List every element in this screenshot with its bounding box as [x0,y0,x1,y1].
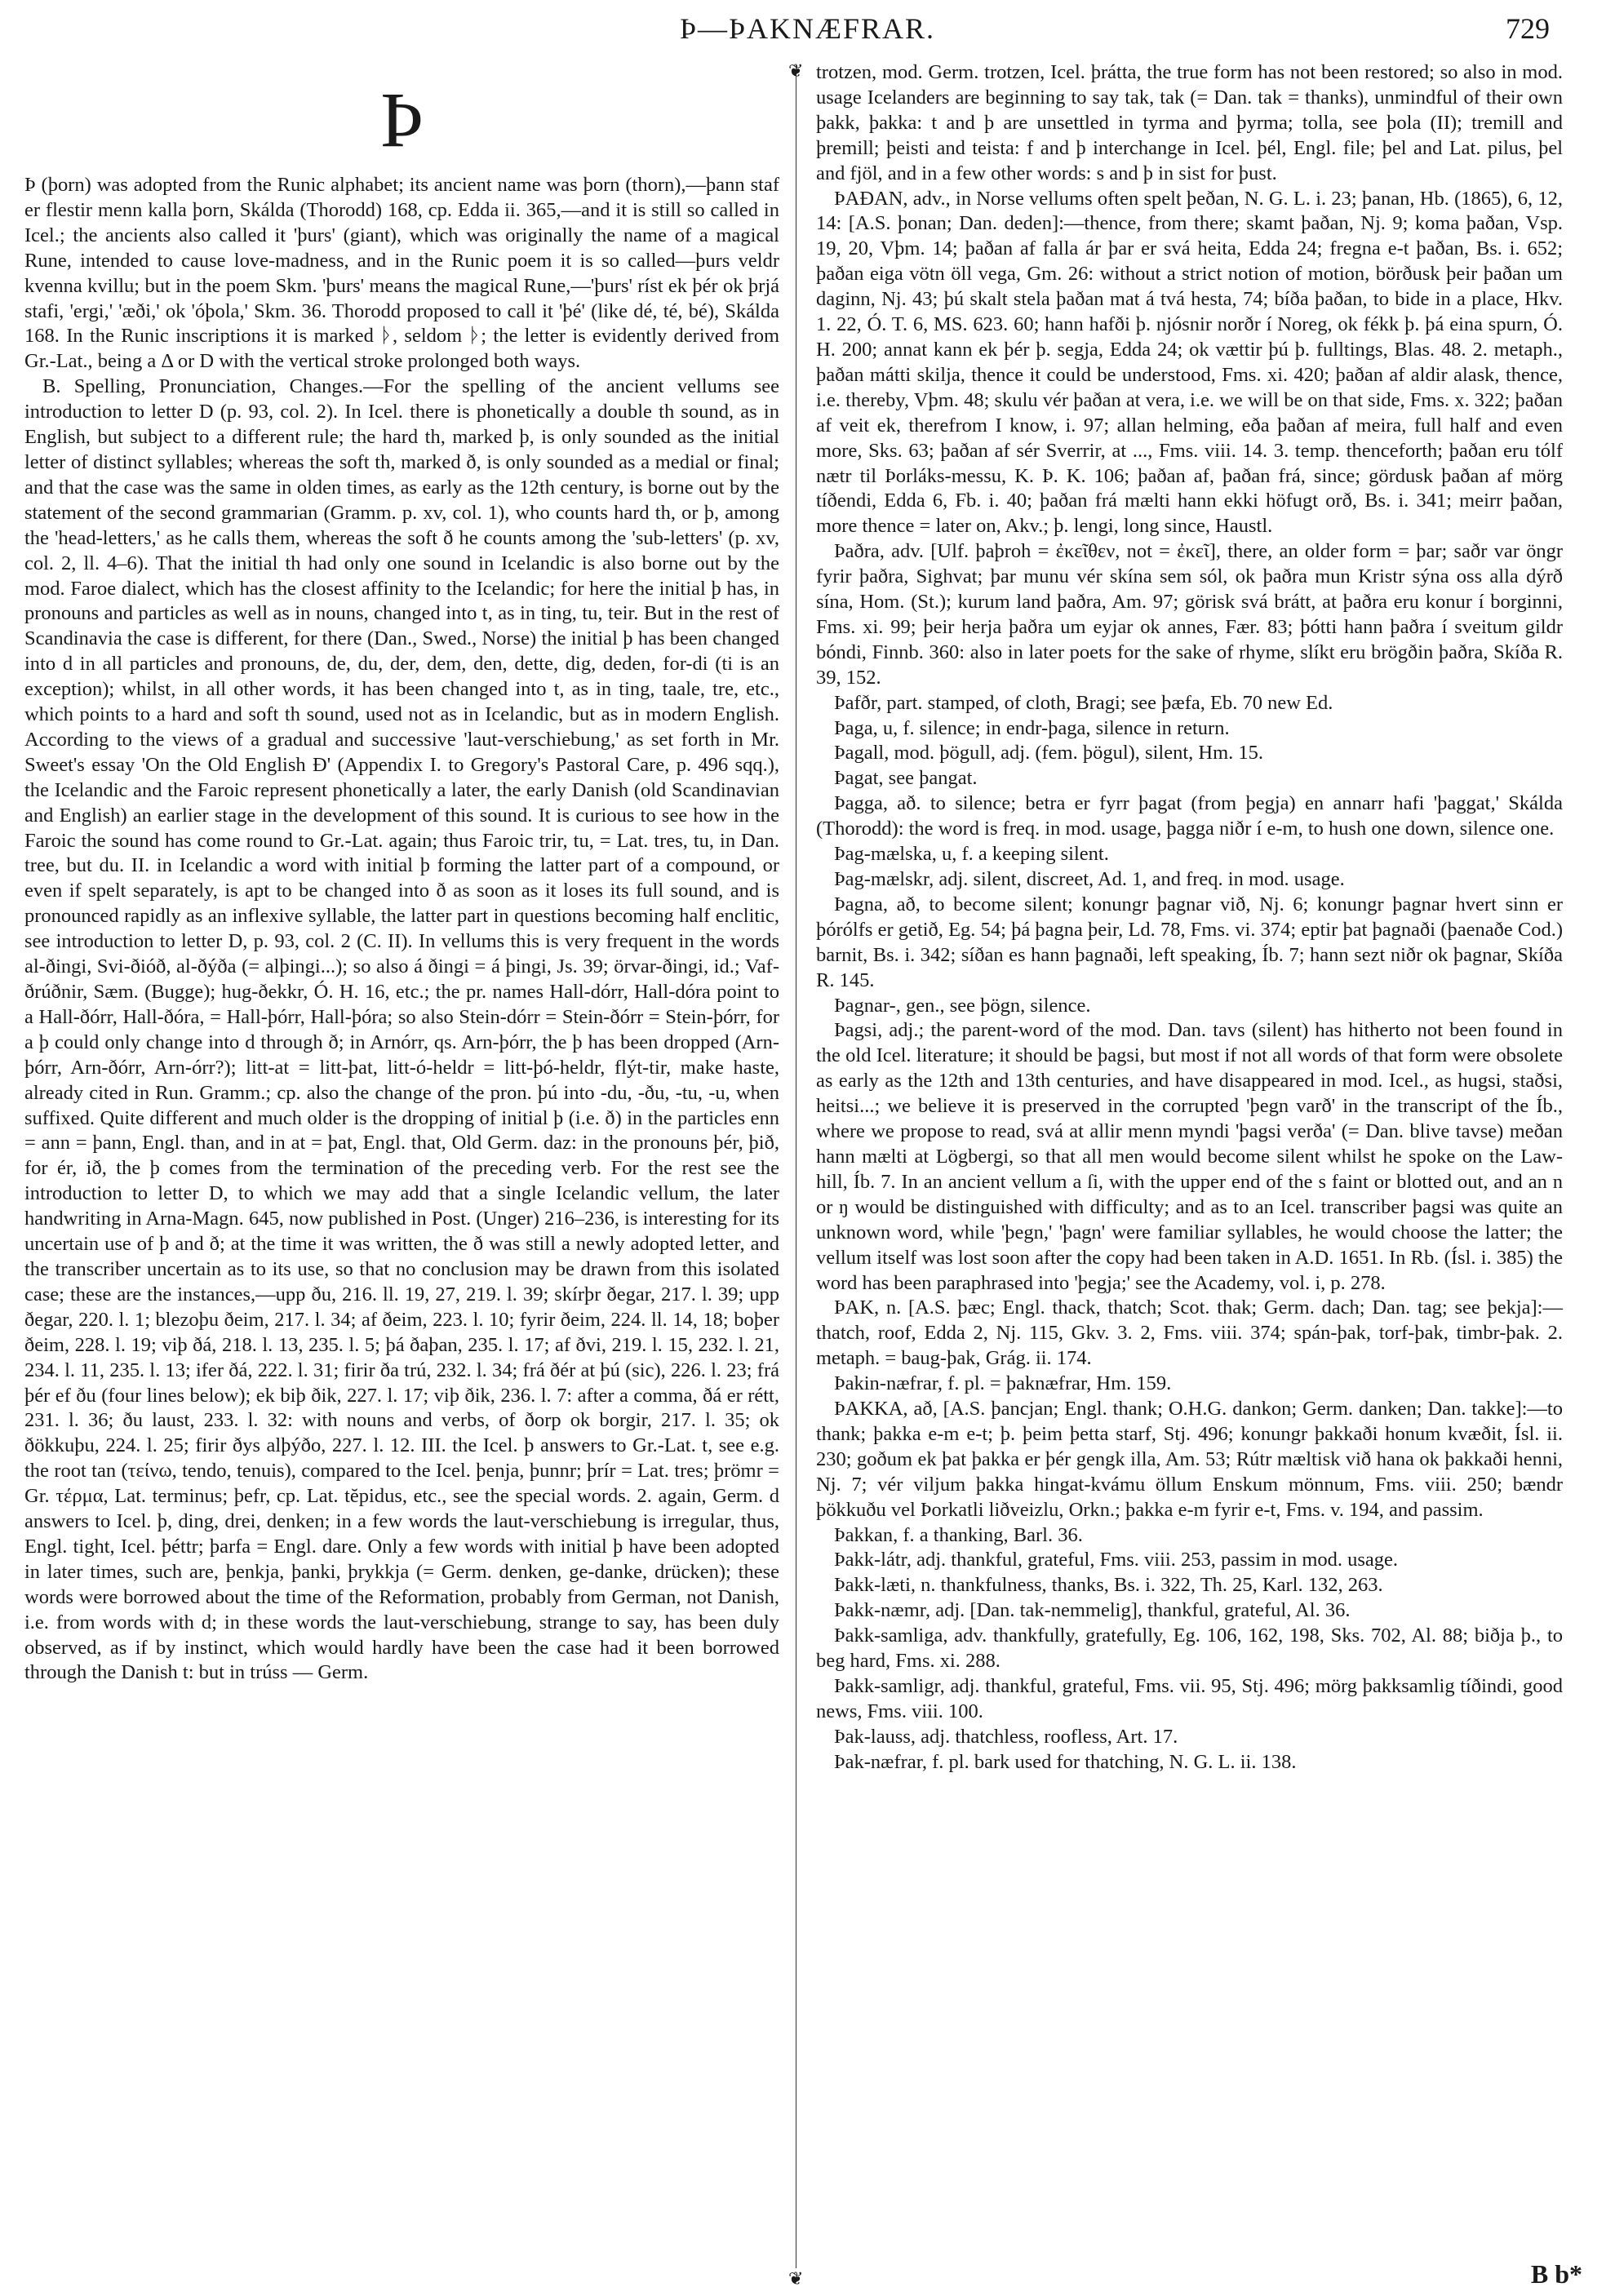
dictionary-entry: Þagga, að. to silence; betra er fyrr þagat (from þegja) en annarr hafi 'þaggat,' Skálda (Thorodd): the word is freq. in mod. usage, þagga niðr í e-m, to hush one down, silence one. [816,792,1563,840]
dictionary-entry: ÞAKKA, að, [A.S. þancjan; Engl. thank; O.H.G. dankon; Germ. danken; Dan. takke]:—to thank; þakka e-m e-t; þ. þeim þetta starf, Stj. 496; konungr þakkaði honum kvæðit, Ísl. ii. 230; goðum ek þat þakka er þér gengk illa, Am. 53; Rútr mæltisk við hana ok þakkaði henni, Nj. 7; vér viljum þakka hingat-kvámu öllum Enskum mönnum, Fms. viii. 250; bændr þökkuðu vel Þorkatli liðveizlu, Orkn.; þakka e-m fyrir e-t, Fms. v. 194, and passim. [816,1398,1563,1521]
right-entries [816,60,1563,1775]
dictionary-entry: Þagall, mod. þögull, adj. (fem. þögul), silent, Hm. 15. [834,742,1264,765]
dictionary-entry: ÞAK, n. [A.S. þæc; Engl. thack, thatch; Scot. thak; Germ. dach; Dan. tag; see þekja]:—thatch, roof, Edda 2, Nj. 115, Gkv. 3. 2, Fms. viii. 374; spán-þak, torf-þak, timbr-þak. 2. metaph. = baug-þak, Grág. ii. 174. [816,1296,1563,1370]
signature-mark: B b* [1530,2259,1582,2289]
page-number: 729 [1506,12,1550,45]
dictionary-entry: Þag-mælskr, adj. silent, discreet, Ad. 1, and freq. in mod. usage. [834,868,1345,890]
dictionary-entry: ÞAÐAN, adv., in Norse vellums often spelt þeðan, N. G. L. i. 23; þanan, Hb. (1865), 6, 12, 14: [A.S. þonan; Dan. deden]:—thence, from there; skamt þaðan, Nj. 9; koma þaðan, Vsp. 19, 20, Vþm. 14; þaðan af falla ár þar er svá heita, Edda 24; fregna e-t þaðan, Bs. i. 652; þaðan eiga vötn öll vega, Gm. 26: without a strict notion of motion, börðusk þeir þaðan um daginn, Nj. 43; þú skalt stela þaðan mat á tvá hesta, 74; bíða þaðan, to bide in a place, Hkv. 1. 22, Ó. T. 6, MS. 623. 60; hann hafði þ. njósnir norðr í Noreg, ok fékk þ. þá eina spurn, Ó. H. 200; annat kann ek þér þ. segja, Edda 24; ok vættir þú þ. fulltings, Blas. 48. 2. metaph., þaðan mátti skilja, thence it could be understood, Fms. xi. 420; þaðan af aldir alask, thence, i.e. thereby, Vþm. 48; skulu vér þaðan at vera, i.e. we will be on that side, Fms. x. 322; þaðan af veit ek, therefrom I know, i. 97; allan helming, eða þaðan af meira, full half and even more, Sks. 63; þaðan af sér Sverrir, at ..., Fms. viii. 14. 3. temp. thenceforth; þaðan eru tólf nætr til Þorláks-messu, K. Þ. K. 106; þaðan af, þaðan frá, since; gördusk þaðan af mörg tíðendi, Edda 6, Fb. i. 40; þaðan frá mælti hann ekki höfugt orð, Bs. i. 341; meirr þaðan, more thence = later on, Akv.; þ. lengi, long since, Haustl. [816,187,1563,538]
left-column [24,60,779,1686]
left-entries [24,173,779,1686]
dictionary-entry: Þagat, see þangat. [834,767,978,790]
dictionary-entry: Þakin-næfrar, f. pl. = þaknæfrar, Hm. 159. [834,1372,1172,1395]
ornament-icon: ❦ [788,2268,804,2289]
dictionary-entry: Þagna, að, to become silent; konungr þagnar við, Nj. 6; konungr þagnar hvert sinn er þórólfs er getið, Eg. 54; þá þagna þeir, Ld. 78, Fms. vi. 374; eptir þat þagnaði (þaenaðe Cod.) barnit, Bs. i. 342; síðan es hann þagnaði, left speaking, Íb. 7; hann sezt niðr ok þagnar, Skíða R. 145. [816,893,1563,991]
dictionary-entry: Þakkan, f. a thanking, Barl. 36. [834,1523,1083,1546]
dictionary-entry: Þakk-samligr, adj. thankful, grateful, Fms. vii. 95, Stj. 496; mörg þakksamlig tíðindi, good news, Fms. viii. 100. [816,1675,1563,1722]
dictionary-entry: Þafðr, part. stamped, of cloth, Bragi; see þæfa, Eb. 70 new Ed. [834,691,1333,714]
dictionary-entry: Þaga, u, f. silence; in endr-þaga, silence in return. [834,716,1230,739]
dictionary-entry: Þakk-látr, adj. thankful, grateful, Fms. viii. 253, passim in mod. usage. [834,1549,1399,1571]
dictionary-entry: Þakk-samliga, adv. thankfully, gratefully, Eg. 106, 162, 198, Sks. 702, Al. 88; biðja þ., to beg hard, Fms. xi. 288. [816,1624,1563,1673]
dictionary-entry: Þagnar-, gen., see þögn, silence. [834,994,1091,1017]
running-head-title: Þ—ÞAKNÆFRAR. [679,12,936,45]
dictionary-entry: Þag-mælska, u, f. a keeping silent. [834,843,1109,866]
dictionary-entry: Þ (þorn) was adopted from the Runic alphabet; its ancient name was þorn (thorn),—þann staf er flestir menn kalla þorn, Skálda (Thorodd) 168, cp. Edda ii. 365,—and it is still so called in Icel.; the ancients also called it 'þurs' (giant), which was originally the name of a magical Rune, intended to cause love-madness, and in the Runic poem it is so called—þurs veldr kvenna kvillu; but in the poem Skm. 'þurs' means the magical Rune,—'þurs' ríst ek þér ok þrjá stafi, 'ergi,' 'æði,' ok 'óþola,' Skm. 36. Thorodd proposed to call it 'þé' (like dé, té, bé), Skálda 168. In the Runic inscriptions it is marked ᚦ, seldom ᚦ; the letter is evidently derived from Gr.-Lat., being a Δ or D with the vertical stroke prolonged both ways. [24,174,779,373]
dictionary-entry: Þakk-læti, n. thankfulness, thanks, Bs. i. 322, Th. 25, Karl. 132, 263. [834,1574,1383,1597]
dictionary-entry: B. Spelling, Pronunciation, Changes.—For the spelling of the ancient vellums see introduction to letter D (p. 93, col. 2). In Icel. there is phonetically a double th sound, as in English, but subject to a different rule; the hard th, marked þ, is only sounded as the initial letter of distinct syllables; whereas the soft th, marked ð, is only sounded as a medial or final; and that the case was the same in olden times, as early as the 12th century, is borne out by the statement of the second grammarian (Gramm. p. xv, col. 1), who counts hard th, or þ, among the 'head-letters,' as he calls them, whereas the soft ð he counts among the 'sub-letters' (p. xv, col. 2, ll. 4–6). That the initial th had only one sound in Icelandic is also borne out by the mod. Faroe dialect, which has the closest affinity to the Icelandic; for here the initial þ has, in pronouns and particles as well as in nouns, changed into t, as in ting, tu, teir. But in the rest of Scandinavia the case is different, for there (Dan., Swed., Norse) the initial þ has been changed into d in all particles and pronouns, de, du, der, dem, den, dette, dig, deden, for-di (ti is an exception); whilst, in all other words, it has been changed into t, as in ting, taale, tre, etc., which points to a hard and soft th sound, used not as in Icelandic, but as in modern English. According to the views of a gradual and successive 'laut-verschiebung,' as set forth in Mr. Sweet's essay 'On the Old English Ð' (Appendix I. to Gregory's Pastoral Care, p. 496 sqq.), the Icelandic and the Faroic represent phonetically a later, the early Danish (old Scandinavian and English) an earlier stage in the development of this sound. It is curious to see how in the Faroic the sound has come round to Gr.-Lat. again; thus Faroic trir, tu, = Lat. tres, tu, in Dan. tree, but du. II. in Icelandic a word with initial þ forming the latter part of a compound, or even if spelt separately, is apt to be changed into ð as soon as it loses its full sound, and is pronounced rapidly as an inflexive syllable, the latter part in questions becoming half enclitic, see introduction to letter D, p. 93, col. 2 (C. II). In vellums this is very frequent in the words al-ðingi, Svi-ðióð, al-ðýða (= alþingi...); so also á ðingi = á þingi, Js. 39; örvar-ðingi, id.; Vaf-ðrúðnir, Sæm. (Bugge); hug-ðekkr, Ó. H. 16, etc.; the pr. names Hall-dórr, Hall-dóra point to a Hall-ðórr, Hall-ðóra, = Hall-þórr, Hall-þóra; so also Stein-dórr = Stein-ðórr = Stein-þórr, for a þ could only change into d through ð; in Arnórr, qs. Arn-þórr, the þ has been dropped (Arn-þórr, Arn-ðórr, Arn-órr?); litt-at = litt-þat, litt-ó-heldr = litt-þó-heldr, flýt-tir, make haste, already cited in Run. Gramm.; cp. also the change of the pron. þú into -du, -ðu, -tu, -u, when suffixed. Quite different and much older is the dropping of initial þ (i.e. ð) in the particles enn = ann = þann, Engl. than, and in at = þat, Engl. that, Old Germ. daz: in the pronouns þér, þið, for ér, ið, the þ comes from the termination of the preceding verb. For the rest see the introduction to letter D, to which we may add that a single Icelandic vellum, the later handwriting in Arna-Magn. 645, now published in Post. (Unger) 216–236, is interesting for its uncertain use of þ and ð; at the time it was written, the ð was still a newly adopted letter, and the transcriber uncertain as to its use, so that no conclusion may be drawn from this isolated case; these are the instances,—upp ðu, 216. ll. 19, 27, 219. l. 39; skírþr ðegar, 217. l. 39; upp ðegar, 220. l. 1; blezoþu ðeim, 217. l. 34; af ðeim, 223. l. 10; fyrir ðeim, 224. ll. 14, 18; boþer ðeim, 228. l. 19; viþ ðá, 218. l. 13, 235. l. 5; þá ðaþan, 235. l. 17; af ðvi, 219. l. 15, 232. l. 21, 234. l. 11, 235. l. 13; ifer ðá, 222. l. 31; firir ða trú, 232. l. 34; frá ðér at þú (sic), 226. l. 23; frá þér ef ðu (four lines below); ek biþ ðik, 227. l. 17; viþ ðik, 236. l. 7: after a comma, ðá er rétt, 231. l. 36; ðu laust, 233. l. 32: with nouns and verbs, of ðorp ok borgir, 217. l. 35; ok ðökkuþu, 224. l. 25; firir ðys alþýðo, 227. l. 12. III. the Icel. þ answers to Gr.-Lat. t, see e.g. the root tan (τείνω, tendo, tenuis), compared to the Icel. þenja, þunnr; þrír = Lat. tres; þrömr = Gr. τέρμα, Lat. terminus; þefr, cp. Lat. tĕpidus, etc., see the special words. 2. again, Germ. d answers to Icel. þ, ding, drei, denken; in a few words the laut-verschiebung is irregular, thus, Engl. tight, Icel. þéttr; þarfa = Engl. dare. Only a few words with initial þ have been adopted in later times, such are, þenkja, þanki, þrykkja (= Germ. denken, ge-danke, drücken); these words were borrowed about the time of the Reformation, probably from German, not Danish, i.e. from words with d; in these words the laut-verschiebung, strange to say, has been duly observed, as if by instinct, which would hardly have been the case had it been borrowed through the Danish t: but in trúss — Germ. [24,375,779,1684]
ornament-icon: ❦ [788,60,804,81]
dictionary-entry: Þaðra, adv. [Ulf. þaþroh = ἐκεῖθεν, not = ἐκεῖ], there, an older form = þar; saðr var öngr fyrir þaðra, Sighvat; þar munu vér skína sem sól, ok þaðra mun Kristr sýna oss alla dýrð sína, Hom. (St.); kurum land þaðra, Am. 97; görisk svá brátt, at þaðra eru konur í borginni, Fms. xi. 99; þeir herja þaðra um eyjar ok annes, Fær. 83; þótti hann þaðra í sveitum gildr bóndi, Finnb. 360: also in later poets for the sake of rhyme, slíkt eru brögðin þaðra, Skíða R. 39, 152. [816,540,1563,689]
running-head [0,11,1615,44]
dictionary-entry: Þagsi, adj.; the parent-word of the mod. Dan. tavs (silent) has hitherto not been found in the old Icel. literature; it should be þagsi, but most if not all words of that form were obsolete as early as the 12th and 13th centuries, and have disappeared in mod. Icel., as hugsi, staðsi, heitsi...; we believe it is preserved in the corrupted 'þegn varð' in the transcript of the Íb., where we propose to read, svá at allir menn myndi 'þagsi verða' (= Dan. blive tavse) meðan hann mælti at Lögbergi, so that all men would become silent whilst he spoke on the Law-hill, Íb. 7. In an ancient vellum a ſi, with the upper end of the s faint or blotted out, and an n or ŋ would be distinguished with difficulty; and as to an Icel. transcriber þagsi was quite an unknown word, while 'þegn,' 'þagn' were familiar syllables, he would choose the latter; the vellum itself was lost soon after the copy had been taken in A.D. 1651. In Rb. (Ísl. i. 385) the word has been paraphrased into 'þegja;' see the Academy, vol. i, p. 278. [816,1019,1563,1294]
dictionary-entry: Þak-lauss, adj. thatchless, roofless, Art. 17. [834,1725,1178,1748]
right-column [816,60,1563,1775]
section-letter: Þ [379,76,424,163]
dictionary-entry: trotzen, mod. Germ. trotzen, Icel. þrátta, the true form has not been restored; so also in mod. usage Icelanders are beginning to say tak, tak (= Dan. tak = thanks), unmindful of their own þakk, þakka: t and þ are unsettled in tyrma and þyrma; tolla, see þola (II); tremill and þremill; þeisti and teista: f and þ interchange in Icel. þél, Engl. file; þel and Lat. pilus, þel and fjöl, and in a few other words: s and þ in sist for þust. [816,61,1563,184]
dictionary-entry: Þakk-næmr, adj. [Dan. tak-nemmelig], thankful, grateful, Al. 36. [834,1599,1351,1622]
dictionary-entry: Þak-næfrar, f. pl. bark used for thatching, N. G. L. ii. 138. [834,1750,1297,1773]
